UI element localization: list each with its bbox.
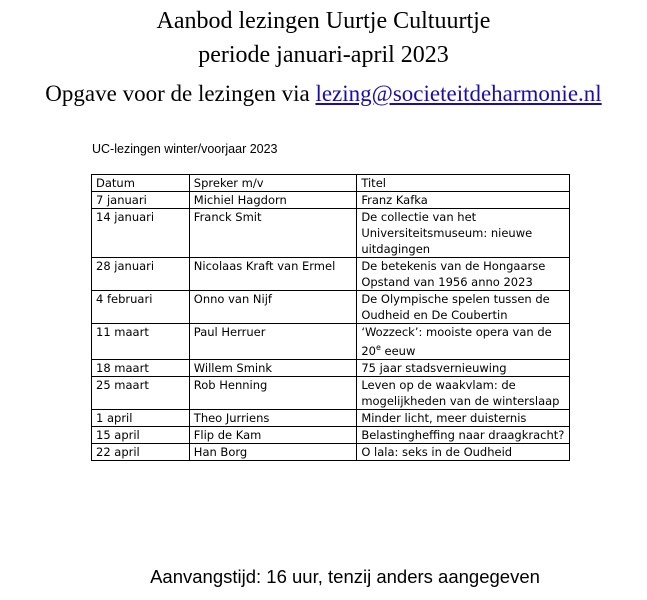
cell-speaker: Willem Smink	[189, 359, 357, 376]
table-row	[92, 359, 570, 376]
cell-title: Minder licht, meer duisternis	[357, 409, 570, 426]
column-header-title: Titel	[357, 175, 570, 192]
cell-date: 18 maart	[92, 359, 190, 376]
table-row	[92, 324, 570, 360]
cell-title: 75 jaar stadsvernieuwing	[357, 359, 570, 376]
cell-speaker: Franck Smit	[189, 209, 357, 258]
table-row	[92, 291, 570, 324]
cell-speaker: Theo Jurriens	[189, 409, 357, 426]
table-row	[92, 443, 570, 460]
cell-date: 22 april	[92, 443, 190, 460]
start-time-note: Aanvangstijd: 16 uur, tenzij anders aangegeven	[150, 566, 540, 587]
cell-title: Belastingheffing naar draagkracht?	[357, 426, 570, 443]
table-row	[92, 258, 570, 291]
table-row	[92, 192, 570, 209]
cell-title: O lala: seks in de Oudheid	[357, 443, 570, 460]
cell-date: 25 maart	[92, 376, 190, 409]
cell-speaker: Han Borg	[189, 443, 357, 460]
table-row	[92, 426, 570, 443]
cell-title: ‘Wozzeck’: mooiste opera van de 20e eeuw	[357, 324, 570, 360]
cell-title: De Olympische spelen tussen de Oudheid en De Coubertin	[357, 291, 570, 324]
table-header-row	[92, 175, 570, 192]
cell-title: Leven op de waakvlam: de mogelijkheden van de winterslaap	[357, 376, 570, 409]
table-row	[92, 409, 570, 426]
contact-line	[0, 79, 647, 109]
email-link[interactable]: lezing@societeitdeharmonie.nl	[315, 81, 602, 106]
lectures-table	[91, 174, 570, 461]
column-header-speaker: Spreker m/v	[189, 175, 357, 192]
cell-speaker: Michiel Hagdorn	[189, 192, 357, 209]
table-caption: UC-lezingen winter/voorjaar 2023	[92, 142, 278, 156]
cell-title: De collectie van het Universiteitsmuseum: nieuwe uitdagingen	[357, 209, 570, 258]
cell-title: De betekenis van de Hongaarse Opstand van 1956 anno 2023	[357, 258, 570, 291]
cell-speaker: Paul Herruer	[189, 324, 357, 360]
table-row	[92, 376, 570, 409]
cell-speaker: Onno van Nijf	[189, 291, 357, 324]
cell-date: 15 april	[92, 426, 190, 443]
table-row	[92, 209, 570, 258]
contact-prefix: Opgave voor de lezingen via	[45, 81, 316, 106]
cell-date: 4 februari	[92, 291, 190, 324]
page-title: Aanbod lezingen Uurtje Cultuurtje	[156, 8, 491, 34]
cell-date: 1 april	[92, 409, 190, 426]
cell-speaker: Nicolaas Kraft van Ermel	[189, 258, 357, 291]
page-subtitle-period: periode januari-april 2023	[198, 42, 449, 68]
cell-speaker: Rob Henning	[189, 376, 357, 409]
cell-date: 11 maart	[92, 324, 190, 360]
cell-date: 14 januari	[92, 209, 190, 258]
cell-title: Franz Kafka	[357, 192, 570, 209]
cell-date: 7 januari	[92, 192, 190, 209]
cell-speaker: Flip de Kam	[189, 426, 357, 443]
column-header-date: Datum	[92, 175, 190, 192]
cell-date: 28 januari	[92, 258, 190, 291]
